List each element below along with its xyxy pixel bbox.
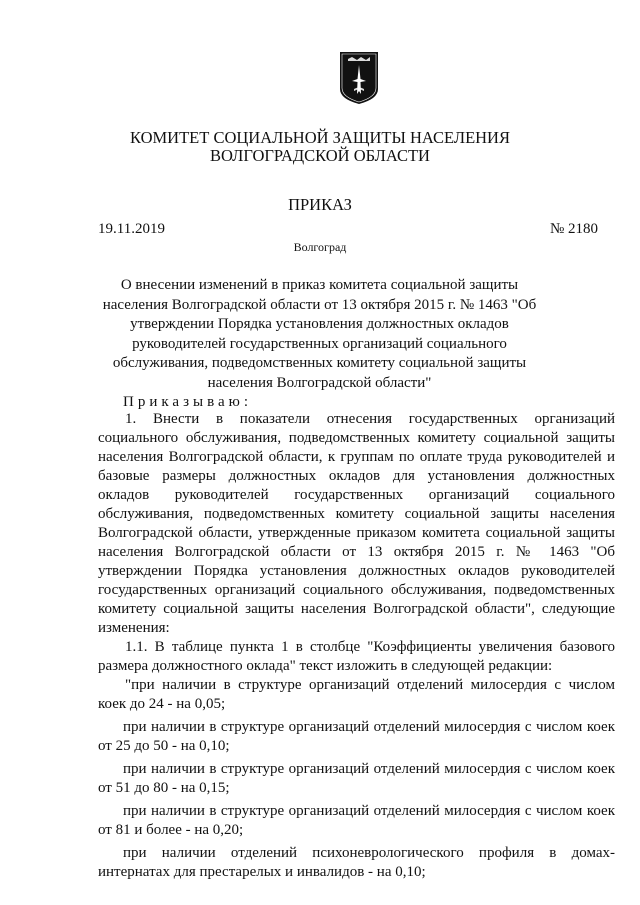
order-word: Приказываю: [123,394,252,410]
document-subject: О внесении изменений в приказ комитета социальной защиты населения Волгоградской области от 13 октября 2015 г. № 1463 "Об утверждении Порядка установления должностных окладов руководителей государственных организаций социального обслуживания, подведомственных комитету социальной защиты населения Волгоградской области" [102,277,537,391]
document-city: Волгоград [293,240,347,254]
organization-name-line2: ВОЛГОГРАДСКОЙ ОБЛАСТИ [210,146,430,165]
document-body [98,410,615,882]
paragraph-1-1: 1.1. В таблице пункта 1 в столбце "Коэффициенты увеличения базового размера должностного оклада" текст изложить в следующей редакции: [98,639,615,674]
coat-of-arms-icon [339,51,379,105]
paragraph-item-5: при наличии отделений психоневрологического профиля в домах-интернатах для престарелых и инвалидов - на 0,10; [98,845,615,880]
organization-name-line1: КОМИТЕТ СОЦИАЛЬНОЙ ЗАЩИТЫ НАСЕЛЕНИЯ [130,128,510,147]
document-type: ПРИКАЗ [288,195,352,214]
paragraph-item-3: при наличии в структуре организаций отделений милосердия с числом коек от 51 до 80 - на 0,15; [98,761,615,796]
paragraph-item-1: "при наличии в структуре организаций отделений милосердия с числом коек до 24 - на 0,05; [98,677,615,712]
document-number: № 2180 [550,221,599,237]
paragraph-1: 1. Внести в показатели отнесения государственных организаций социального обслуживания, подведомственных комитету социальной защиты населения Волгоградской области, к группам по оплате труда руководителей и базовые размеры должностных окладов для установления должностных окладов руководителей государственных организаций социального обслуживания, подведомственных комитету социальной защиты населения Волгоградской области, утвержденные приказом комитета социальной защиты населения Волгоградской области от 13 октября 2015 г. № 1463 "Об утверждении Порядка установления должностных окладов руководителей государственных организаций социального обслуживания, подведомственных комитету социальной защиты населения Волгоградской области", следующие изменения: [98,411,615,636]
paragraph-item-4: при наличии в структуре организаций отделений милосердия с числом коек от 81 и более - на 0,20; [98,803,615,838]
paragraph-item-2: при наличии в структуре организаций отделений милосердия с числом коек от 25 до 50 - на 0,10; [98,719,615,754]
document-date: 19.11.2019 [98,221,165,237]
